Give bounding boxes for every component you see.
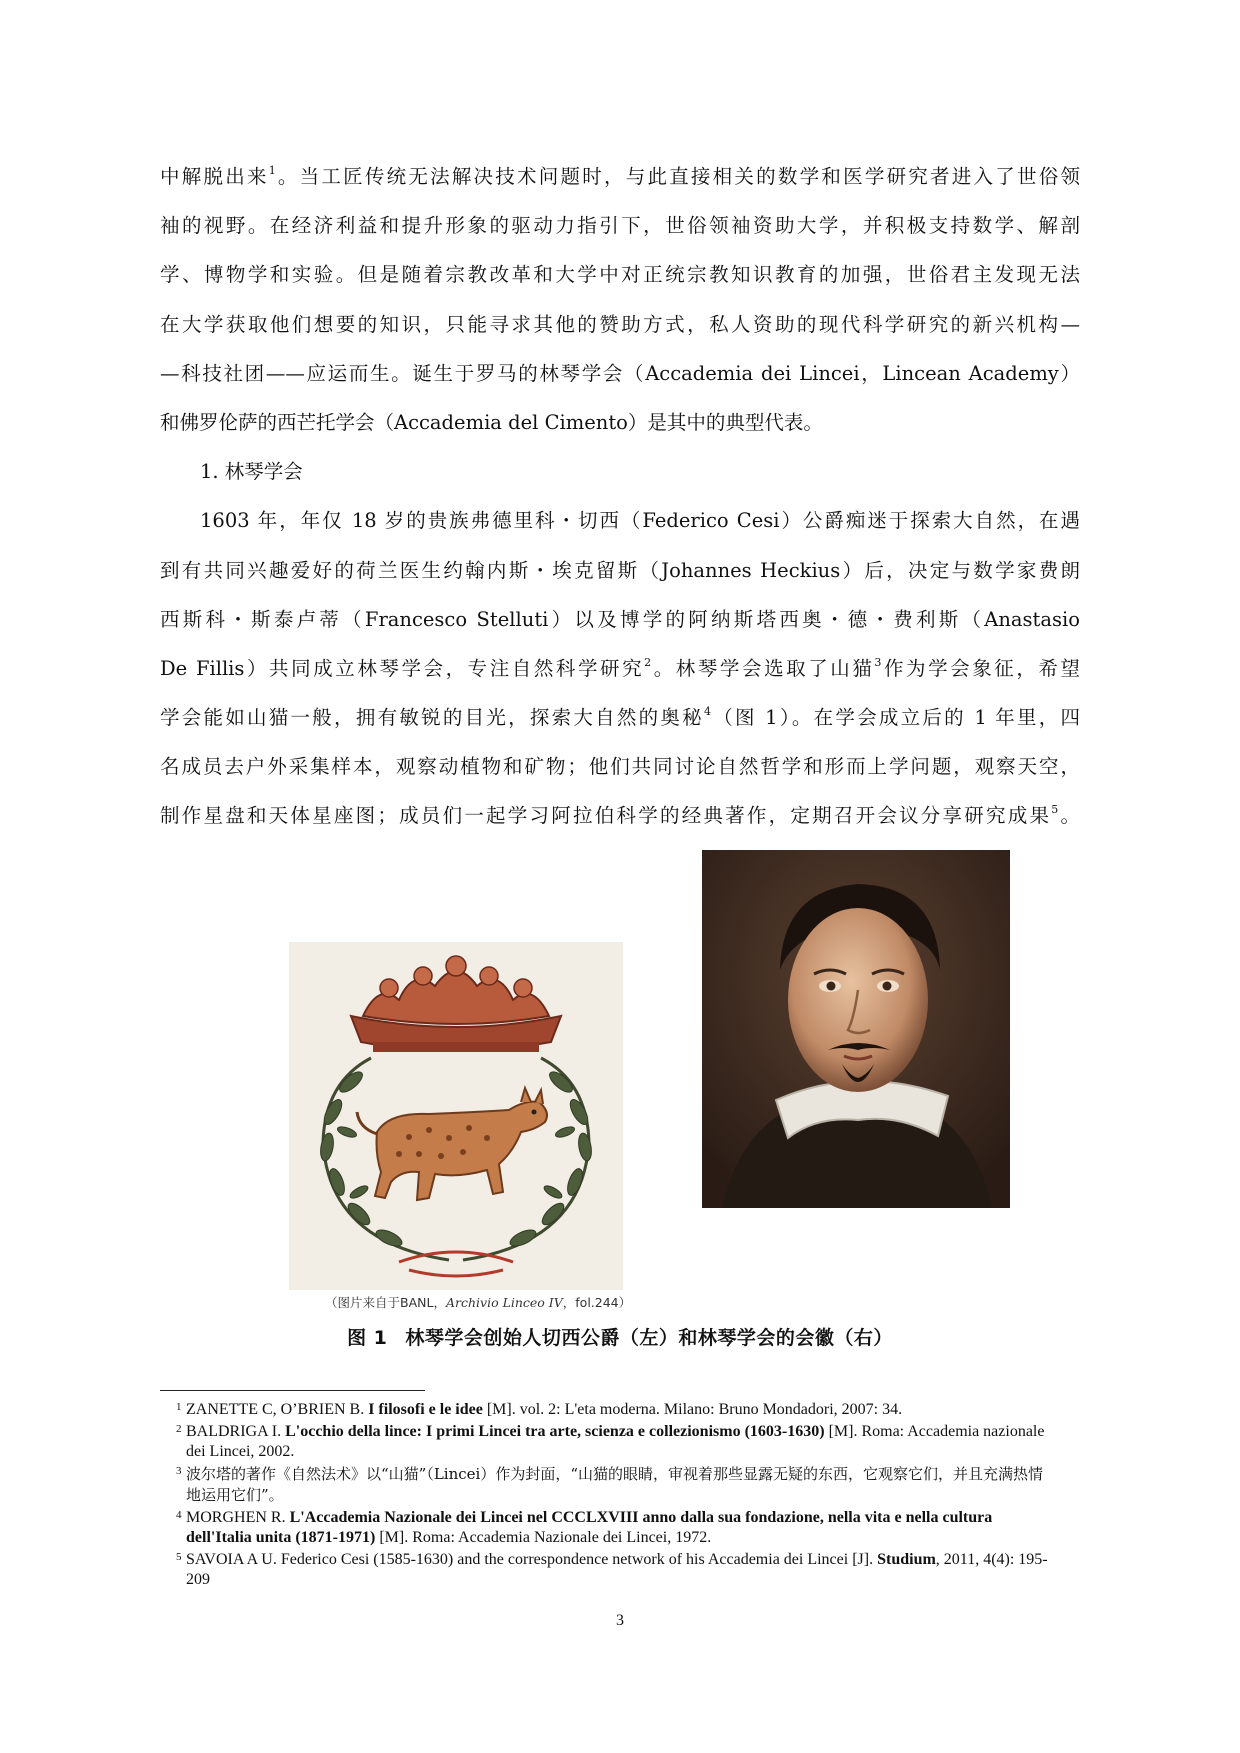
footnote: 2 BALDRIGA I. L'occhio della lince: I primi Lincei tra arte, scienza e collezionismo (1603-1630) [M]. Roma: Accademia nazionale dei Lincei, 2002. [176,1423,1045,1460]
footnote-ref[interactable]: 2 [644,655,652,669]
section-heading: 1. 林琴学会 [200,460,303,484]
footnote: 5 SAVOIA A U. Federico Cesi (1585-1630) and the correspondence network of his Accademia dei Lincei [J]. Studium, 2011, 4(4): 195-209 [176,1551,1048,1588]
body-line: 西斯科・斯泰卢蒂（Francesco Stelluti）以及博学的阿纳斯塔西奥・德・费利斯（Anastasio [160,607,1080,631]
lincei-emblem-image [289,942,623,1290]
body-line: De Fillis）共同成立林琴学会，专注自然科学研究$^2$。林琴学会选取了山猫$^3$作为学会象征，希望 [160,655,1080,680]
lincei-lynx-emblem-icon [289,942,623,1290]
body-line: 和佛罗伦萨的西芒托学会（Accademia del Cimento）是其中的典型代表。 [160,410,823,434]
cesi-portrait-image [702,850,1010,1208]
body-line: 在大学获取他们想要的知识，只能寻求其他的赞助方式，私人资助的现代科学研究的新兴机构— [160,312,1080,336]
body-line: 到有共同兴趣爱好的荷兰医生约翰内斯・埃克留斯（Johannes Heckius）后，决定与数学家费朗 [160,558,1080,582]
figure-caption-text: 林琴学会创始人切西公爵（左）和林琴学会的会徽（右） [405,1327,893,1349]
federico-cesi-portrait-icon [702,850,1010,1208]
footnotes [176,1400,1056,1592]
footnote-divider [160,1390,425,1391]
body-line: 学、博物学和实验。但是随着宗教改革和大学中对正统宗教知识教育的加强，世俗君主发现无法 [160,263,1080,287]
figure-number: 图 1 [347,1327,388,1349]
body-text [160,152,1080,841]
body-line: 中解脱出来$^1$。当工匠传统无法解决技术问题时，与此直接相关的数学和医学研究者进入了世俗领 [160,164,1080,188]
body-line: 名成员去户外采集样本，观察动植物和矿物；他们共同讨论自然哲学和形而上学问题，观察天空， [160,755,1080,779]
figure-caption [160,1323,1080,1350]
page-number: 3 [616,1612,624,1629]
footnote: 3 波尔塔的著作《自然法术》以“山猫”（Lincei）作为封面，“山猫的眼睛，审视着那些显露无疑的东西，它观察它们，并且充满热情地运用它们”。 [176,1465,1044,1504]
footnote: 1 ZANETTE C, O’BRIEN B. I filosofi e le idee [M]. vol. 2: L'eta moderna. Milano: Bruno Mondadori, 2007: 34. [176,1401,903,1418]
body-line: —科技社团——应运而生。诞生于罗马的林琴学会（Accademia dei Lincei，Lincean Academy） [160,361,1080,385]
body-line: 1603 年，年仅 18 岁的贵族弗德里科・切西（Federico Cesi）公爵痴迷于探索大自然，在遇 [200,509,1080,533]
body-line: 制作星盘和天体星座图；成员们一起学习阿拉伯科学的经典著作，定期召开会议分享研究成果$^5$。 [160,803,1080,828]
footnote-ref[interactable]: 4 [703,705,711,719]
footnote: 4 MORGHEN R. L'Accademia Nazionale dei Lincei nel CCCLXVIII anno dalla sua fondazione, nella vita e nella cultura dell'Italia unita (1871-1971) [M]. Roma: Accademia Nazionale dei Lincei, 1972. [176,1509,993,1546]
footnote-ref[interactable]: 5 [1051,803,1059,817]
body-line: 学会能如山猫一般，拥有敏锐的目光，探索大自然的奥秘$^4$（图 1）。在学会成立后的 1 年里，四 [160,705,1080,730]
body-line: 袖的视野。在经济利益和提升形象的驱动力指引下，世俗领袖资助大学，并积极支持数学、解剖 [160,214,1080,238]
footnote-ref[interactable]: 3 [874,655,882,669]
footnote-ref[interactable]: 1 [268,164,276,177]
figure-source: （图片来自于BANL，Archivio Linceo IV，fol.244） [325,1295,632,1310]
